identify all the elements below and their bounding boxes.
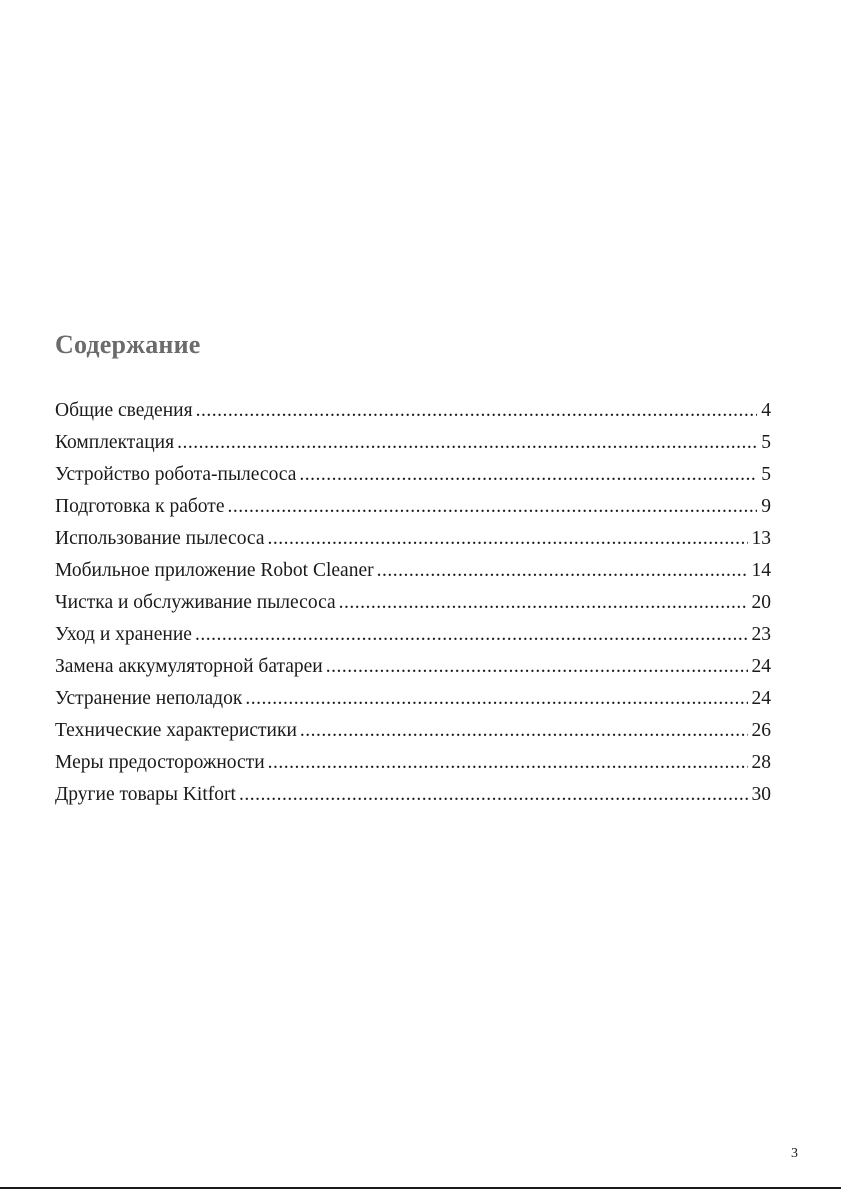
toc-entry-page: 24 [751, 656, 771, 677]
toc-entry-package-contents[interactable] [55, 427, 771, 459]
dot-leader [268, 747, 748, 779]
toc-entry-page: 24 [751, 688, 771, 709]
toc-entry-cleaning-maintenance[interactable] [55, 587, 771, 619]
toc-entry-general-info[interactable] [55, 395, 771, 427]
dot-leader [177, 427, 757, 459]
toc-entry-mobile-app[interactable] [55, 555, 771, 587]
dot-leader [239, 779, 748, 811]
table-of-contents [55, 395, 771, 811]
toc-entry-safety-precautions[interactable] [55, 747, 771, 779]
toc-entry-other-products[interactable] [55, 779, 771, 811]
toc-entry-usage[interactable] [55, 523, 771, 555]
toc-entry-page: 14 [751, 560, 771, 581]
toc-entry-label: Замена аккумуляторной батареи [55, 656, 323, 677]
dot-leader [326, 651, 748, 683]
toc-title: Содержание [55, 330, 201, 359]
toc-entry-preparation[interactable] [55, 491, 771, 523]
dot-leader [227, 491, 757, 523]
toc-entry-label: Устранение неполадок [55, 688, 243, 709]
dot-leader [267, 523, 747, 555]
toc-entry-robot-design[interactable] [55, 459, 771, 491]
dot-leader [195, 619, 748, 651]
toc-entry-troubleshooting[interactable] [55, 683, 771, 715]
toc-entry-label: Чистка и обслуживание пылесоса [55, 592, 336, 613]
toc-entry-page: 4 [761, 400, 771, 421]
toc-entry-page: 26 [751, 720, 771, 741]
toc-entry-battery-replacement[interactable] [55, 651, 771, 683]
toc-entry-label: Технические характеристики [55, 720, 297, 741]
toc-entry-page: 28 [751, 752, 771, 773]
dot-leader [299, 459, 757, 491]
toc-entry-label: Комплектация [55, 432, 175, 453]
bottom-divider [0, 1187, 841, 1189]
toc-entry-page: 13 [751, 528, 771, 549]
toc-entry-specifications[interactable] [55, 715, 771, 747]
toc-entry-page: 23 [751, 624, 771, 645]
toc-entry-page: 5 [761, 464, 771, 485]
toc-entry-label: Устройство робота-пылесоса [55, 464, 297, 485]
dot-leader [339, 587, 748, 619]
toc-entry-label: Уход и хранение [55, 624, 192, 645]
toc-entry-label: Общие сведения [55, 400, 193, 421]
toc-entry-label: Меры предосторожности [55, 752, 265, 773]
toc-entry-label: Другие товары Kitfort [55, 784, 236, 805]
toc-entry-page: 20 [751, 592, 771, 613]
dot-leader [245, 683, 747, 715]
dot-leader [300, 715, 748, 747]
page-number: 3 [791, 1146, 798, 1161]
toc-entry-page: 5 [761, 432, 771, 453]
toc-entry-label: Мобильное приложение Robot Cleaner [55, 560, 374, 581]
toc-entry-page: 30 [751, 784, 771, 805]
toc-entry-page: 9 [761, 496, 771, 517]
toc-entry-label: Подготовка к работе [55, 496, 225, 517]
toc-entry-care-storage[interactable] [55, 619, 771, 651]
toc-entry-label: Использование пылесоса [55, 528, 265, 549]
dot-leader [377, 555, 748, 587]
dot-leader [196, 395, 758, 427]
